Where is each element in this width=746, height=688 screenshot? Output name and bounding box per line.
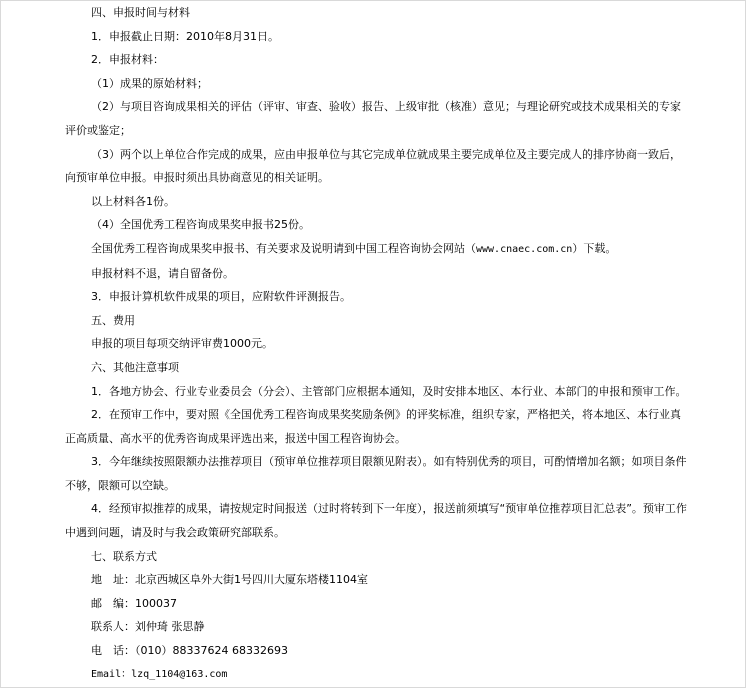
notice-item-2: 2．在预审工作中，要对照《全国优秀工程咨询成果奖奖励条例》的评奖标准，组织专家，严格把关，将本地区、本行业真正高质量、高水平的优秀咨询成果评选出来，报送中国工程咨询协会。	[65, 408, 681, 445]
no-return-note: 申报材料不退，请自留备份。	[91, 266, 234, 280]
download-note-prefix: 全国优秀工程咨询成果奖申报书、有关要求及说明请到中国工程咨询协会网站（	[91, 241, 476, 255]
document-body	[65, 1, 691, 686]
notice-item-1: 1．各地方协会、行业专业委员会（分会）、主管部门应根据本通知，及时安排本地区、本行业、本部门的申报和预审工作。	[91, 384, 687, 398]
deadline-item: 1．申报截止日期：2010年8月31日。	[91, 29, 279, 43]
material-copies-note: 以上材料各1份。	[91, 194, 175, 208]
notice-item-3: 3．今年继续按照限额办法推荐项目（预审单位推荐项目限额见附表）。如有特别优秀的项目，可酌情增加名额；如项目条件不够，限额可以空缺。	[65, 455, 687, 492]
material-item-4: （4）全国优秀工程咨询成果奖申报书25份。	[91, 218, 310, 232]
fee-item: 申报的项目每项交纳评审费1000元。	[91, 337, 273, 351]
material-item-3: （3）两个以上单位合作完成的成果，应由申报单位与其它完成单位就成果主要完成单位及主要完成人的排序协商一致后，向预审单位申报。申报时须出具协商意见的相关证明。	[65, 147, 681, 185]
contact-address: 地 址：北京西城区阜外大街1号四川大厦东塔楼1104室	[91, 573, 368, 587]
contact-persons: 联系人：刘仲琦 张思静	[91, 620, 205, 634]
section-heading-4: 四、申报时间与材料	[91, 6, 190, 19]
section-heading-6: 六、其他注意事项	[91, 360, 179, 374]
download-note-suffix: ）下载。	[572, 241, 617, 255]
contact-email[interactable]: Email：lzq_1104@163.com	[91, 668, 228, 680]
material-item-1: （1）成果的原始材料；	[91, 76, 208, 90]
material-item-2: （2）与项目咨询成果相关的评估（评审、审查、验收）报告、上级审批（核准）意见；与理论研究或技术成果相关的专家评价或鉴定；	[65, 100, 681, 137]
software-item: 3．申报计算机软件成果的项目，应附软件评测报告。	[91, 290, 351, 304]
materials-heading: 2．申报材料：	[91, 53, 164, 67]
section-heading-7: 七、联系方式	[91, 549, 157, 563]
notice-item-4: 4．经预审拟推荐的成果，请按规定时间报送（过时将转到下一年度），报送前须填写“预审单位推荐项目汇总表”。预审工作中遇到问题，请及时与我会政策研究部联系。	[65, 502, 687, 540]
website-link[interactable]: www.cnaec.com.cn	[476, 243, 573, 255]
contact-phone: 电 话：（010）88337624 68332693	[91, 644, 288, 658]
download-note	[65, 237, 691, 262]
contact-postcode: 邮 编：100037	[91, 596, 177, 610]
section-heading-5: 五、费用	[91, 313, 135, 327]
